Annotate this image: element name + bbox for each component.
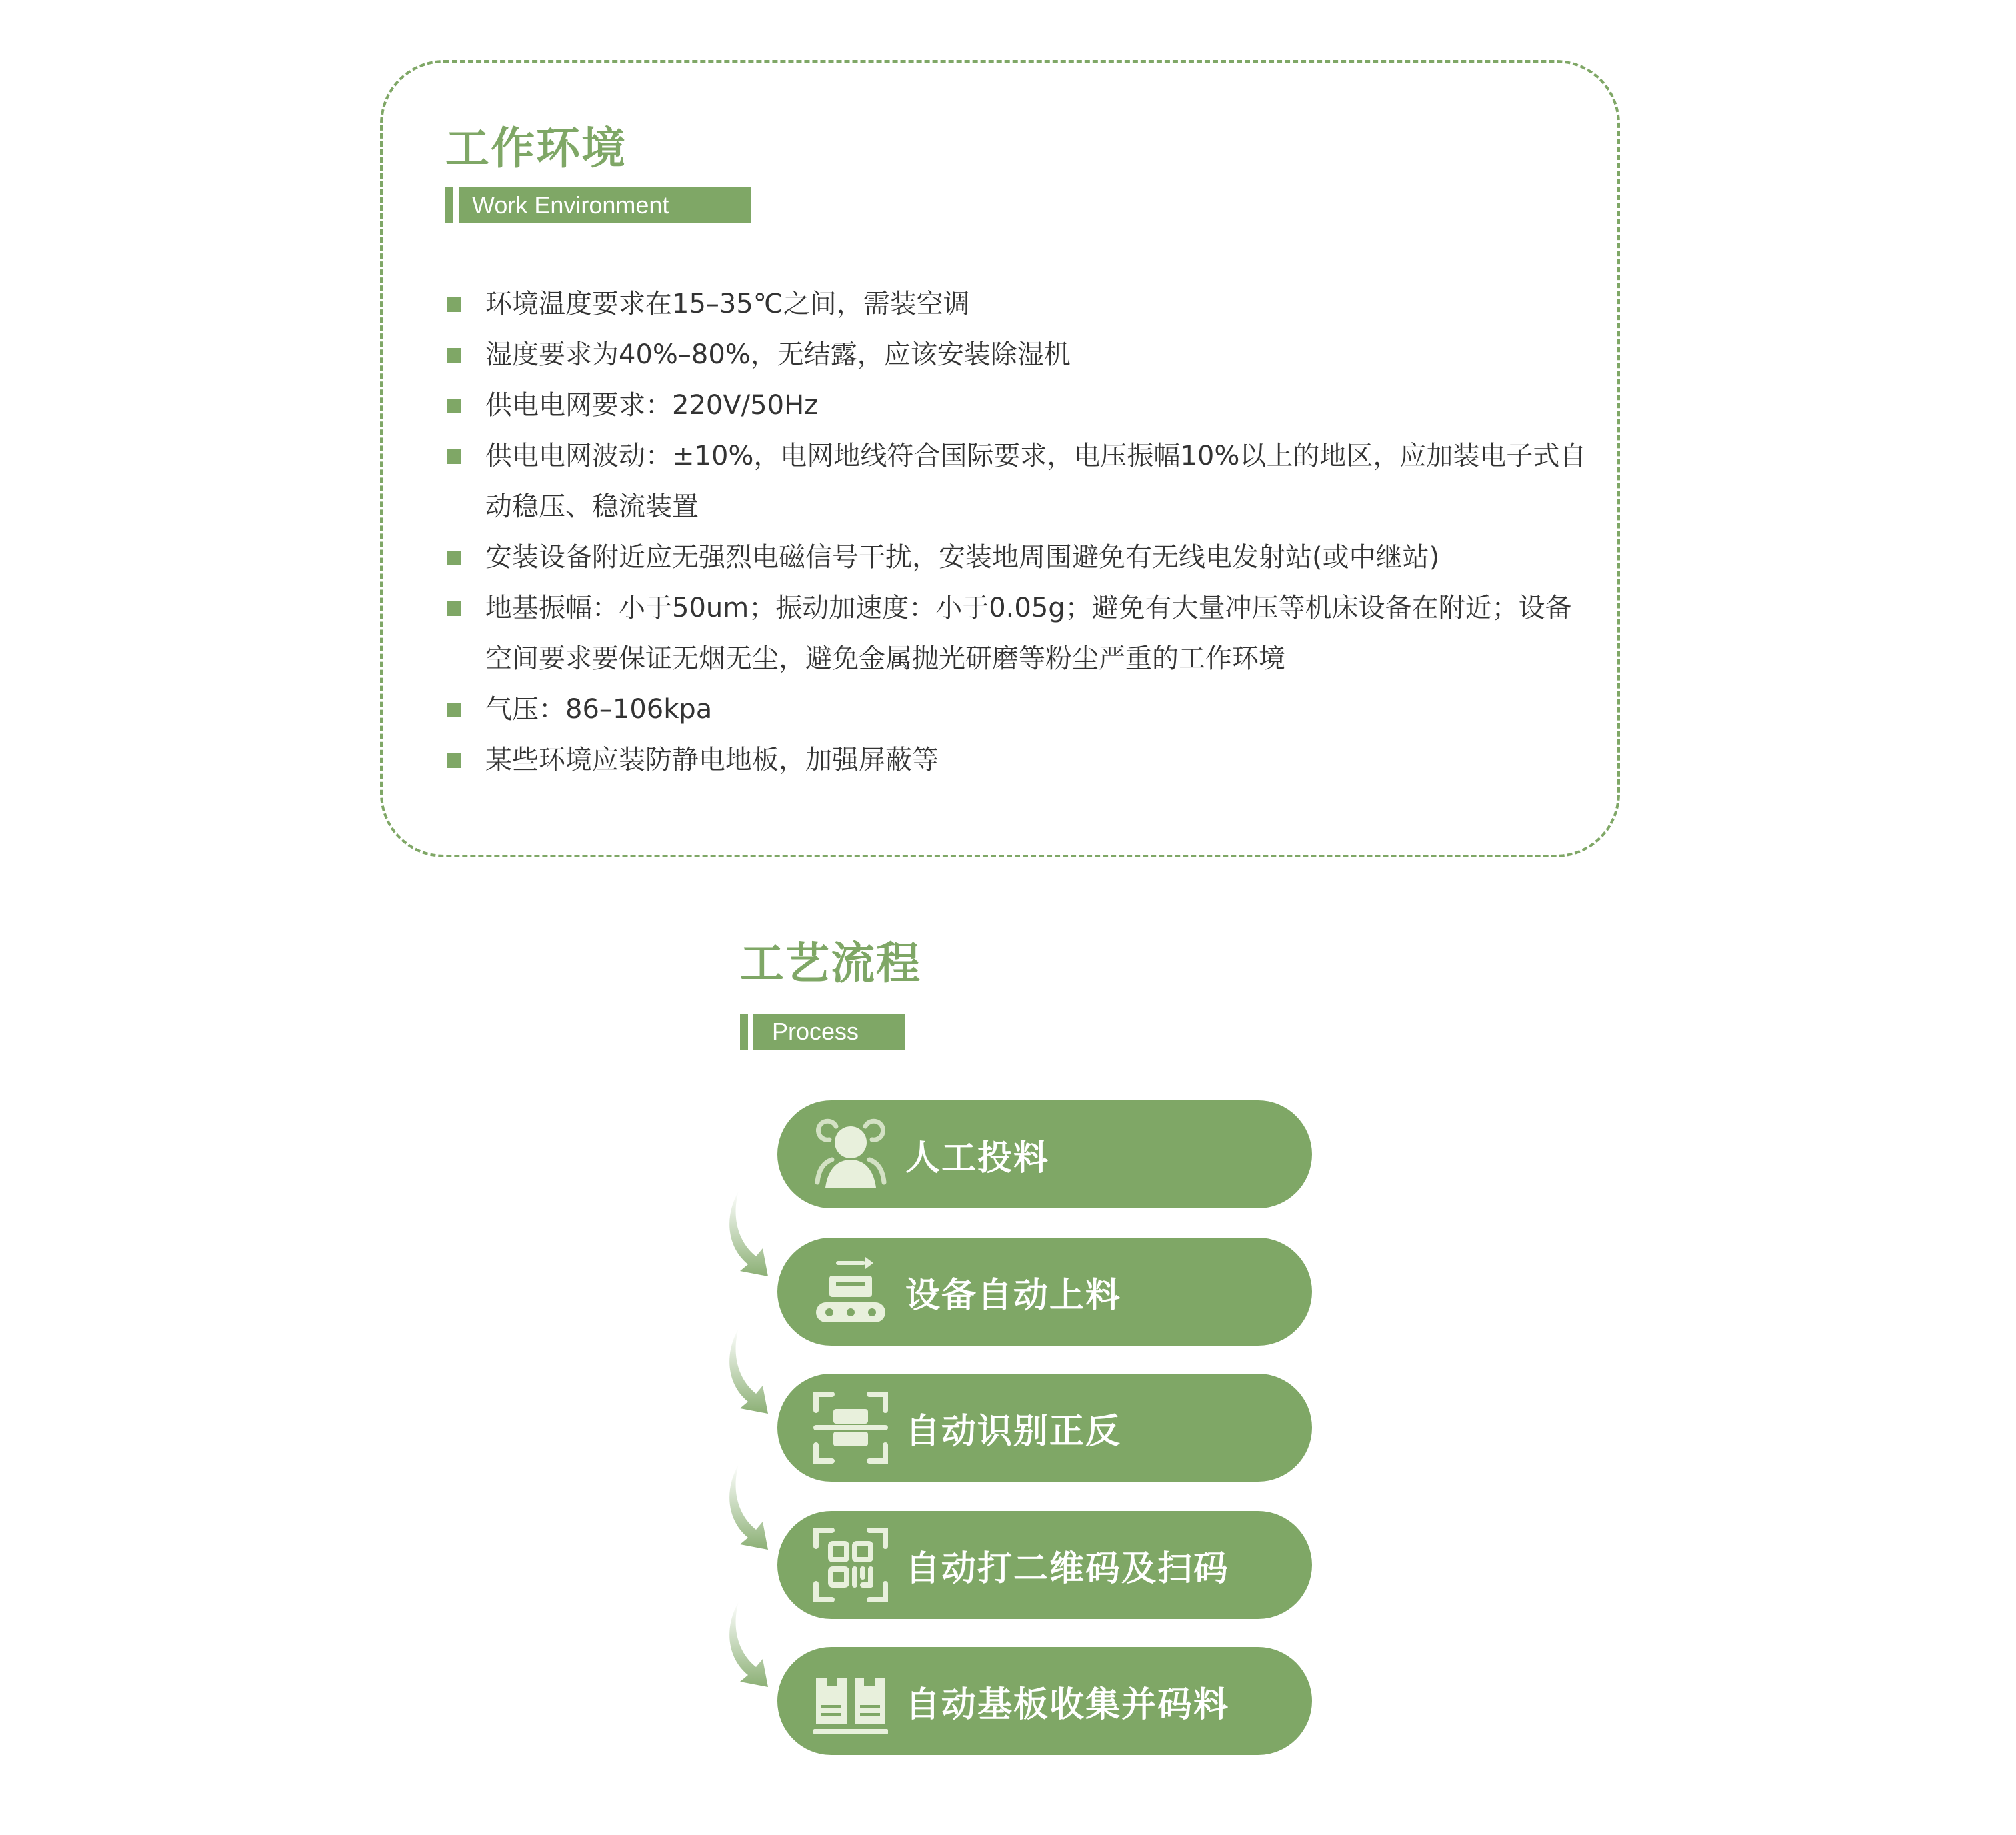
square-bullet-icon: [447, 297, 461, 312]
step-label: 自动基板收集并码料: [905, 1684, 1230, 1725]
requirement-text: 供电电网要求：220V/50Hz: [485, 390, 819, 421]
scan-frame-icon: [809, 1386, 892, 1469]
work-environment-card: [380, 60, 1620, 857]
process-step-manual-feeding: [777, 1100, 1312, 1208]
process-step-auto-loading: [777, 1238, 1312, 1346]
requirement-text: 地基振幅：小于50um；振动加速度：小于0.05g；避免有大量冲压等机床设备在附近；设备空间要求要保证无烟无尘，避免金属抛光研磨等粉尘严重的工作环境: [485, 593, 1572, 674]
requirement-text: 安装设备附近应无强烈电磁信号干扰，安装地周围避免有无线电发射站(或中继站): [485, 542, 1440, 573]
curved-arrow-icon: [727, 1324, 780, 1418]
square-bullet-icon: [447, 601, 461, 616]
process-subtitle-tag: [740, 1014, 905, 1050]
requirement-text: 供电电网波动：±10%，电网地线符合国际要求，电压振幅10%以上的地区，应加装电子式自动稳压、稳流装置: [485, 441, 1587, 522]
list-item: [445, 380, 1592, 431]
square-bullet-icon: [447, 703, 461, 717]
requirement-text: 环境温度要求在15–35℃之间，需装空调: [485, 289, 970, 319]
process-subtitle: Process: [753, 1014, 905, 1050]
square-bullet-icon: [447, 449, 461, 464]
square-bullet-icon: [447, 348, 461, 363]
curved-arrow-icon: [727, 1460, 780, 1554]
subtitle-accent-bar: [445, 187, 453, 223]
step-label: 自动识别正反: [905, 1411, 1122, 1452]
curved-arrow-icon: [727, 1598, 780, 1691]
step-label: 自动打二维码及扫码: [905, 1548, 1230, 1589]
conveyor-icon: [809, 1250, 892, 1333]
work-environment-title: 工作环境: [445, 123, 627, 174]
list-item: [445, 329, 1592, 380]
square-bullet-icon: [447, 399, 461, 413]
requirements-list: [445, 279, 1592, 785]
step-label: 人工投料: [905, 1138, 1050, 1178]
square-bullet-icon: [447, 753, 461, 768]
list-item: [445, 735, 1592, 785]
square-bullet-icon: [447, 551, 461, 565]
curved-arrow-icon: [727, 1187, 780, 1280]
requirement-text: 某些环境应装防静电地板，加强屏蔽等: [485, 745, 939, 775]
qr-code-icon: [809, 1524, 892, 1606]
process-step-qr-marking: [777, 1511, 1312, 1619]
list-item: [445, 684, 1592, 735]
requirement-text: 湿度要求为40%–80%，无结露，应该安装除湿机: [485, 339, 1071, 370]
subtitle-accent-bar: [740, 1014, 748, 1050]
boxes-icon: [809, 1660, 892, 1742]
step-label: 设备自动上料: [905, 1275, 1122, 1316]
work-environment-subtitle: Work Environment: [459, 187, 751, 223]
list-item: [445, 279, 1592, 329]
list-item: [445, 431, 1592, 532]
list-item: [445, 583, 1592, 684]
worker-icon: [809, 1113, 892, 1196]
work-environment-subtitle-tag: [445, 187, 751, 223]
process-step-board-collection: [777, 1647, 1312, 1755]
list-item: [445, 532, 1592, 583]
requirement-text: 气压：86–106kpa: [485, 694, 713, 725]
process-step-auto-recognition: [777, 1374, 1312, 1482]
process-title: 工艺流程: [740, 938, 921, 989]
